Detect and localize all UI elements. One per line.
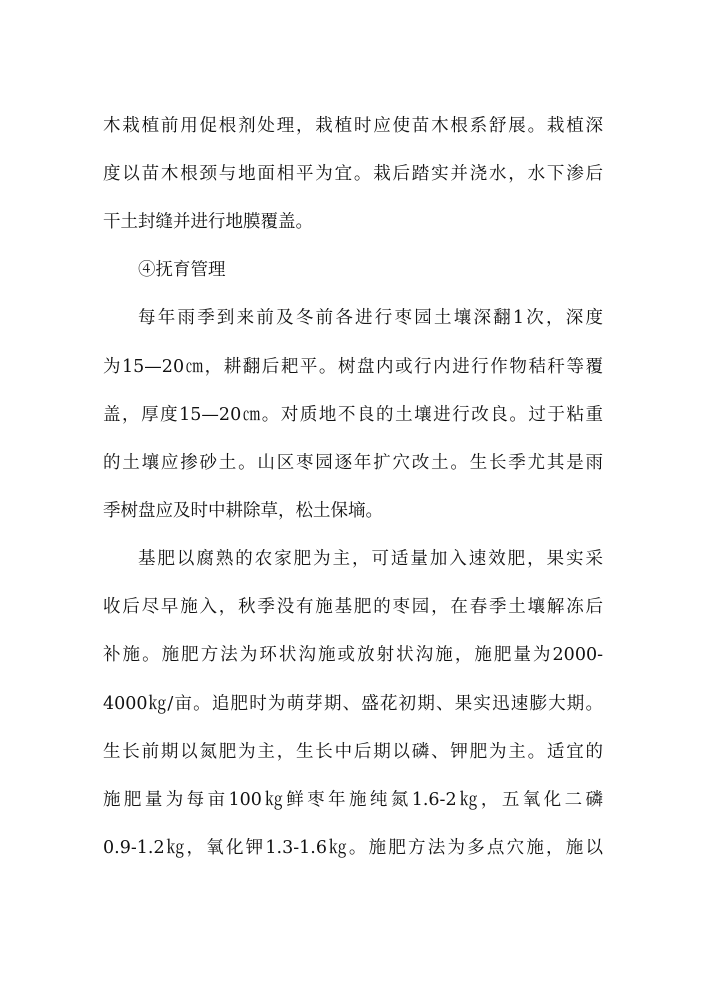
text-line: 收后尽早施入，秋季没有施基肥的枣园，在春季土壤解冻后	[103, 597, 603, 617]
text-line: 每年雨季到来前及冬前各进行枣园土壤深翻1次，深度	[138, 308, 603, 328]
text-line: 为15—20㎝，耕翻后耙平。树盘内或行内进行作物秸秆等覆	[103, 357, 603, 377]
text-line: 施肥量为每亩100㎏鲜枣年施纯氮1.6-2㎏，五氧化二磷	[103, 790, 603, 810]
text-line: 度以苗木根颈与地面相平为宜。栽后踏实并浇水，水下渗后	[103, 164, 603, 184]
text-line: 基肥以腐熟的农家肥为主，可适量加入速效肥，果实采	[138, 549, 603, 569]
text-line: 补施。施肥方法为环状沟施或放射状沟施，施肥量为2000-	[103, 645, 603, 665]
text-line: 4000㎏/亩。追肥时为萌芽期、盛花初期、果实迅速膨大期。	[103, 694, 603, 714]
text-line: 的土壤应掺砂土。山区枣园逐年扩穴改土。生长季尤其是雨	[103, 453, 603, 473]
text-line: 季树盘应及时中耕除草，松土保墒。	[103, 501, 383, 521]
text-line: 盖，厚度15—20㎝。对质地不良的土壤进行改良。过于粘重	[103, 405, 603, 425]
section-heading: ④抚育管理	[138, 260, 226, 280]
text-line: 木栽植前用促根剂处理，栽植时应使苗木根系舒展。栽植深	[103, 116, 603, 136]
text-line: 干土封缝并进行地膜覆盖。	[103, 212, 313, 232]
text-line: 0.9-1.2㎏，氧化钾1.3-1.6㎏。施肥方法为多点穴施，施以	[103, 838, 603, 858]
text-line: 生长前期以氮肥为主，生长中后期以磷、钾肥为主。适宜的	[103, 742, 603, 762]
